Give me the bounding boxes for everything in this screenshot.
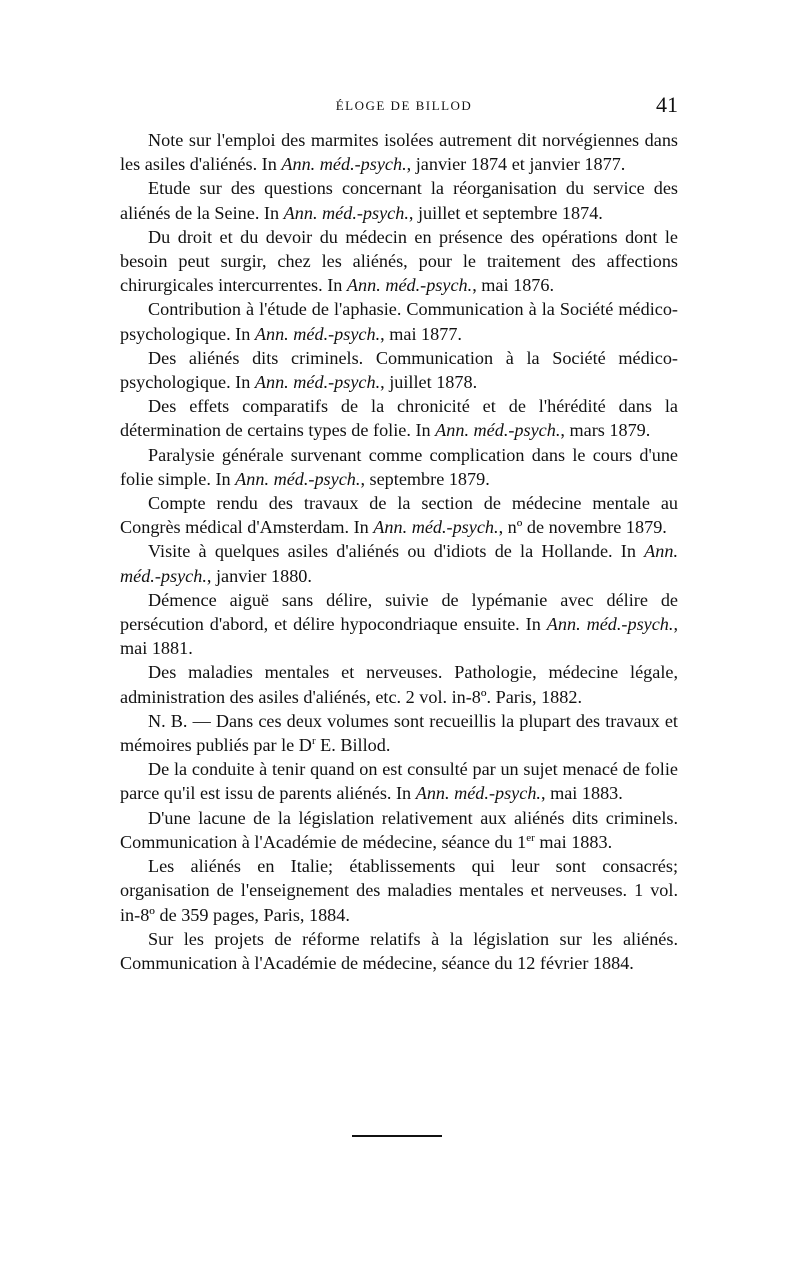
bibliography-entry: Des aliénés dits criminels. Communication à la Société médico-psychologique. In Ann. méd.-psych., juillet 1878. — [120, 347, 678, 393]
bibliography-entry: Contribution à l'étude de l'aphasie. Communication à la Société médico-psychologique. In Ann. méd.-psych., mai 1877. — [120, 299, 678, 344]
bibliography-entry: Paralysie générale survenant comme complication dans le cours d'une folie simple. In Ann. méd.-psych., septembre 1879. — [120, 444, 678, 489]
section-end-rule — [352, 1135, 442, 1137]
note-entry: N. B. — Dans ces deux volumes sont recueillis la plupart des travaux et mémoires publiés par le $D^r$ E. Billod. — [120, 710, 678, 756]
bibliography-entry: Des maladies mentales et nerveuses. Pathologie, médecine légale, administration des asiles d'aliénés, etc. 2 vol. in-8º. Paris, 1882. — [120, 662, 678, 707]
book-page — [120, 92, 678, 975]
bibliography-entry: Sur les projets de réforme relatifs à la législation sur les aliénés. Communication à l'Académie de médecine, séance du 12 février 1884. — [120, 928, 678, 973]
bibliography-list — [120, 128, 678, 975]
bibliography-entry: Visite à quelques asiles d'aliénés ou d'idiots de la Hollande. In Ann. méd.-psych., janvier 1880. — [120, 541, 678, 586]
bibliography-entry: Les aliénés en Italie; établissements qui leur sont consacrés; organisation de l'enseignement des maladies mentales et nerveuses. 1 vol. in-8º de 359 pages, Paris, 1884. — [120, 856, 678, 925]
bibliography-entry: Note sur l'emploi des marmites isolées autrement dit norvégiennes dans les asiles d'aliénés. In Ann. méd.-psych., janvier 1874 et janvier 1877. — [120, 130, 678, 175]
bibliography-entry: Du droit et du devoir du médecin en présence des opérations dont le besoin peut surgir, chez les aliénés, pour le traitement des affections chirurgicales intercurrentes. In Ann. méd.-psych., mai 1876. — [120, 226, 678, 296]
bibliography-entry: Compte rendu des travaux de la section de médecine mentale au Congrès médical d'Amsterdam. In Ann. méd.-psych., nº de novembre 1879. — [120, 493, 678, 538]
page-number: 41 — [656, 92, 678, 117]
page-header — [120, 92, 678, 122]
bibliography-entry: D'une lacune de la législation relativement aux aliénés dits criminels. Communication à l'Académie de médecine, séance du 1er mai 1883. — [120, 807, 678, 852]
bibliography-entry: De la conduite à tenir quand on est consulté par un sujet menacé de folie parce qu'il est issu de parents aliénés. In Ann. méd.-psych., mai 1883. — [120, 759, 678, 804]
running-title: ÉLOGE DE BILLOD — [335, 98, 473, 113]
bibliography-entry: Démence aiguë sans délire, suivie de lypémanie avec délire de persécution d'abord, et délire hypocondriaque ensuite. In Ann. méd.-psych., mai 1881. — [120, 589, 678, 659]
bibliography-entry: Des effets comparatifs de la chronicité et de l'hérédité dans la détermination de certains types de folie. In Ann. méd.-psych., mars 1879. — [120, 396, 678, 441]
bibliography-entry: Etude sur des questions concernant la réorganisation du service des aliénés de la Seine. In Ann. méd.-psych., juillet et septembre 1874. — [120, 178, 678, 223]
